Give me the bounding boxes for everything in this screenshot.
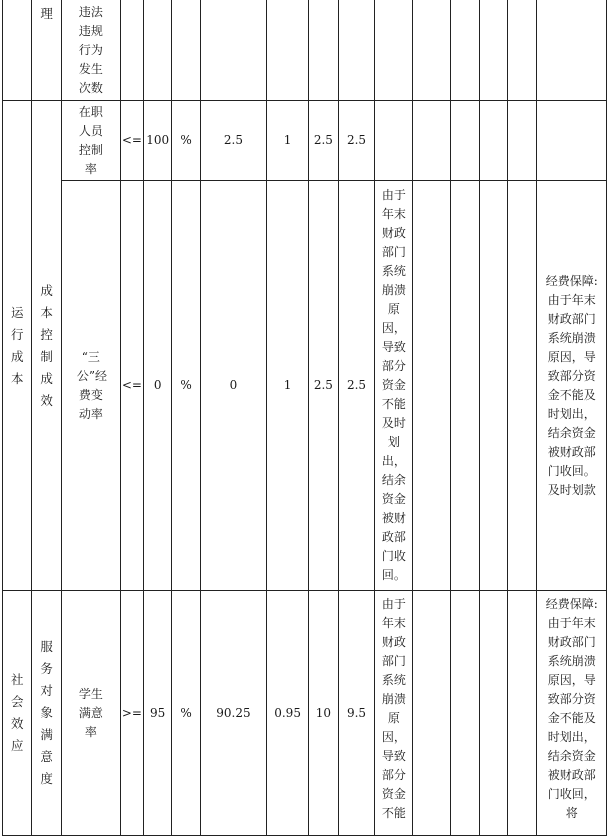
weight-cell: 2.5 — [309, 101, 338, 181]
unit-cell: % — [172, 181, 200, 591]
blank-cell — [413, 0, 451, 101]
improvement-cell — [537, 101, 607, 181]
unit-cell: % — [172, 101, 200, 181]
category-cell — [3, 591, 32, 836]
actual-cell: 2.5 — [200, 101, 266, 181]
deviation-reason-text: 由于年末财政部门系统崩溃原因，导致部分资金不能及时划出，结余资金被财政部门收回。 — [381, 188, 406, 582]
category-text: 运行成本 — [10, 304, 24, 386]
table-row — [3, 591, 607, 836]
score-cell — [338, 0, 375, 101]
subcategory-cell — [32, 0, 61, 101]
target-cell: 0 — [143, 181, 171, 591]
subcategory-cell — [32, 591, 61, 836]
deviation-reason-text: 由于年末财政部门系统崩溃原因，导致部分资金不能 — [381, 597, 406, 820]
target-cell: 100 — [143, 101, 171, 181]
table-row — [3, 0, 607, 101]
blank-cell — [479, 101, 507, 181]
subcategory-cell — [32, 101, 61, 591]
operator-cell: <= — [120, 101, 143, 181]
subcategory-text: 理 — [40, 6, 53, 21]
subcategory-text: 服务对象满意度 — [40, 639, 53, 786]
blank-cell — [507, 101, 536, 181]
improvement-cell — [537, 0, 607, 101]
blank-cell — [479, 591, 507, 836]
category-text: 社会效应 — [10, 672, 24, 753]
blank-cell — [507, 181, 536, 591]
blank-cell — [479, 0, 507, 101]
indicator-cell — [61, 181, 120, 591]
blank-cell — [507, 591, 536, 836]
deviation-reason-cell — [375, 0, 413, 101]
indicator-text: 在职人员控制率 — [78, 104, 103, 176]
blank-cell — [451, 101, 479, 181]
operator-cell: <= — [120, 181, 143, 591]
improvement-cell — [537, 591, 607, 836]
indicator-cell — [61, 591, 120, 836]
actual-cell — [200, 0, 266, 101]
score-rate-cell: 1 — [267, 101, 309, 181]
actual-cell: 0 — [200, 181, 266, 591]
unit-cell: % — [172, 591, 200, 836]
indicator-text: 违法违规行为发生次数 — [78, 5, 103, 95]
category-cell — [3, 101, 32, 591]
blank-cell — [413, 101, 451, 181]
indicator-cell — [61, 101, 120, 181]
actual-cell: 90.25 — [200, 591, 266, 836]
weight-cell: 10 — [309, 591, 338, 836]
table-row — [3, 181, 607, 591]
blank-cell — [451, 181, 479, 591]
weight-cell — [309, 0, 338, 101]
table-row — [3, 101, 607, 181]
weight-cell: 2.5 — [309, 181, 338, 591]
score-rate-cell: 1 — [267, 181, 309, 591]
score-cell: 2.5 — [338, 181, 375, 591]
blank-cell — [507, 0, 536, 101]
target-cell: 95 — [143, 591, 171, 836]
blank-cell — [451, 0, 479, 101]
improvement-text: 经费保障:由于年末财政部门系统崩溃原因，导致部分资金不能及时划出，结余资金被财政部门收回。及时划款 — [545, 273, 598, 497]
improvement-cell — [537, 181, 607, 591]
blank-cell — [451, 591, 479, 836]
target-cell — [143, 0, 171, 101]
indicator-text: 学生满意率 — [78, 686, 103, 739]
subcategory-text: 成本控制成效 — [40, 282, 53, 408]
performance-table — [2, 0, 607, 836]
deviation-reason-cell — [375, 591, 413, 836]
improvement-text: 经费保障:由于年末财政部门系统崩溃原因，导致部分资金不能及时划出，结余资金被财政部门收回，将 — [545, 597, 598, 820]
indicator-text: “三公”经费变动率 — [76, 349, 107, 421]
deviation-reason-cell — [375, 101, 413, 181]
deviation-reason-cell — [375, 181, 413, 591]
score-rate-cell: 0.95 — [267, 591, 309, 836]
score-cell: 2.5 — [338, 101, 375, 181]
category-cell — [3, 0, 32, 101]
blank-cell — [413, 181, 451, 591]
score-rate-cell — [267, 0, 309, 101]
blank-cell — [479, 181, 507, 591]
operator-cell — [120, 0, 143, 101]
score-cell: 9.5 — [338, 591, 375, 836]
operator-cell: >= — [120, 591, 143, 836]
unit-cell — [172, 0, 200, 101]
indicator-cell — [61, 0, 120, 101]
blank-cell — [413, 591, 451, 836]
